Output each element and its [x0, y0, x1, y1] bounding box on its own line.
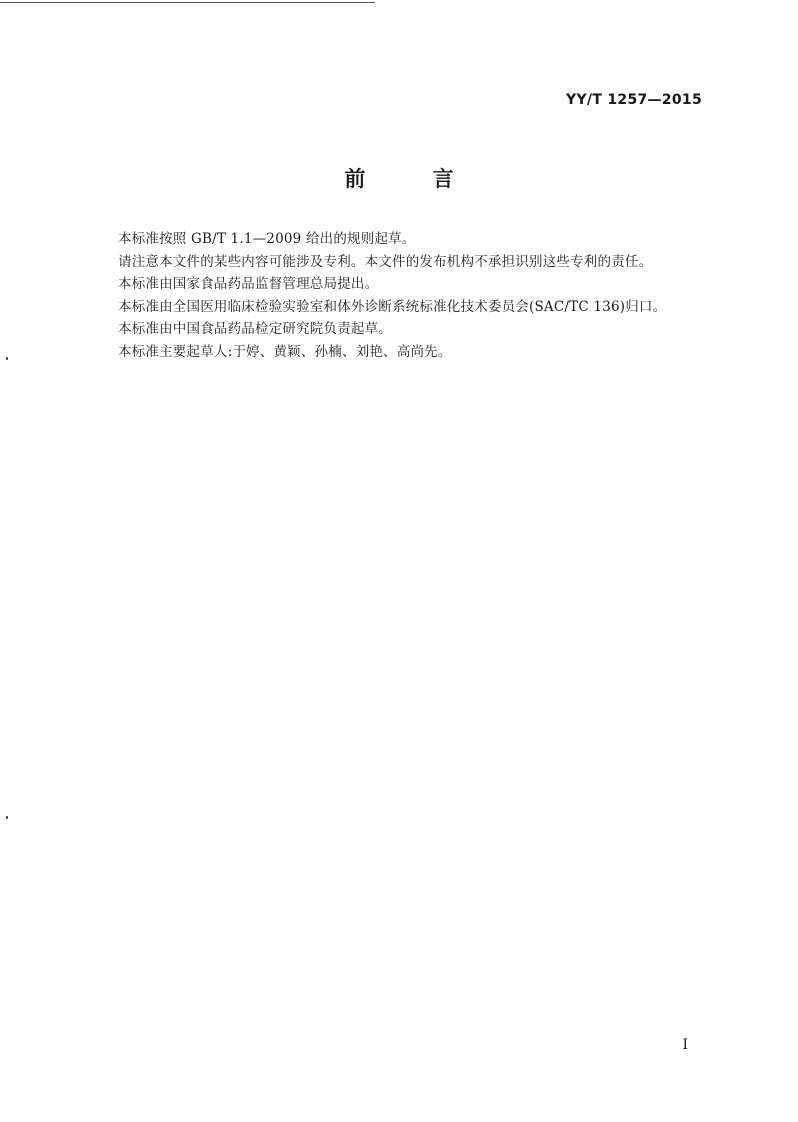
paragraph-drafters: 本标准主要起草人:于婷、黄颖、孙楠、刘艳、高尚先。: [118, 343, 452, 360]
foreword-body: [118, 228, 698, 364]
scan-top-rule: [0, 2, 375, 3]
section-title: 前 言: [344, 167, 484, 191]
standard-code: YY/T 1257—2015: [566, 92, 702, 108]
scan-speck: [6, 357, 8, 360]
paragraph-drafting-rules: 本标准按照 GB/T 1.1—2009 给出的规则起草。: [118, 231, 416, 247]
paragraph-drafting-organization: 本标准由中国食品药品检定研究院负责起草。: [118, 321, 392, 338]
paragraph-technical-committee: 本标准由全国医用临床检验实验室和体外诊断系统标准化技术委员会(SAC/TC 136)归口。: [118, 298, 667, 315]
paragraph-patent-notice: 请注意本文件的某些内容可能涉及专利。本文件的发布机构不承担识别这些专利的责任。: [118, 253, 653, 270]
page-number: I: [682, 1037, 688, 1053]
scan-speck: [6, 816, 8, 819]
paragraph-proposer: 本标准由国家食品药品监督管理总局提出。: [118, 276, 379, 293]
